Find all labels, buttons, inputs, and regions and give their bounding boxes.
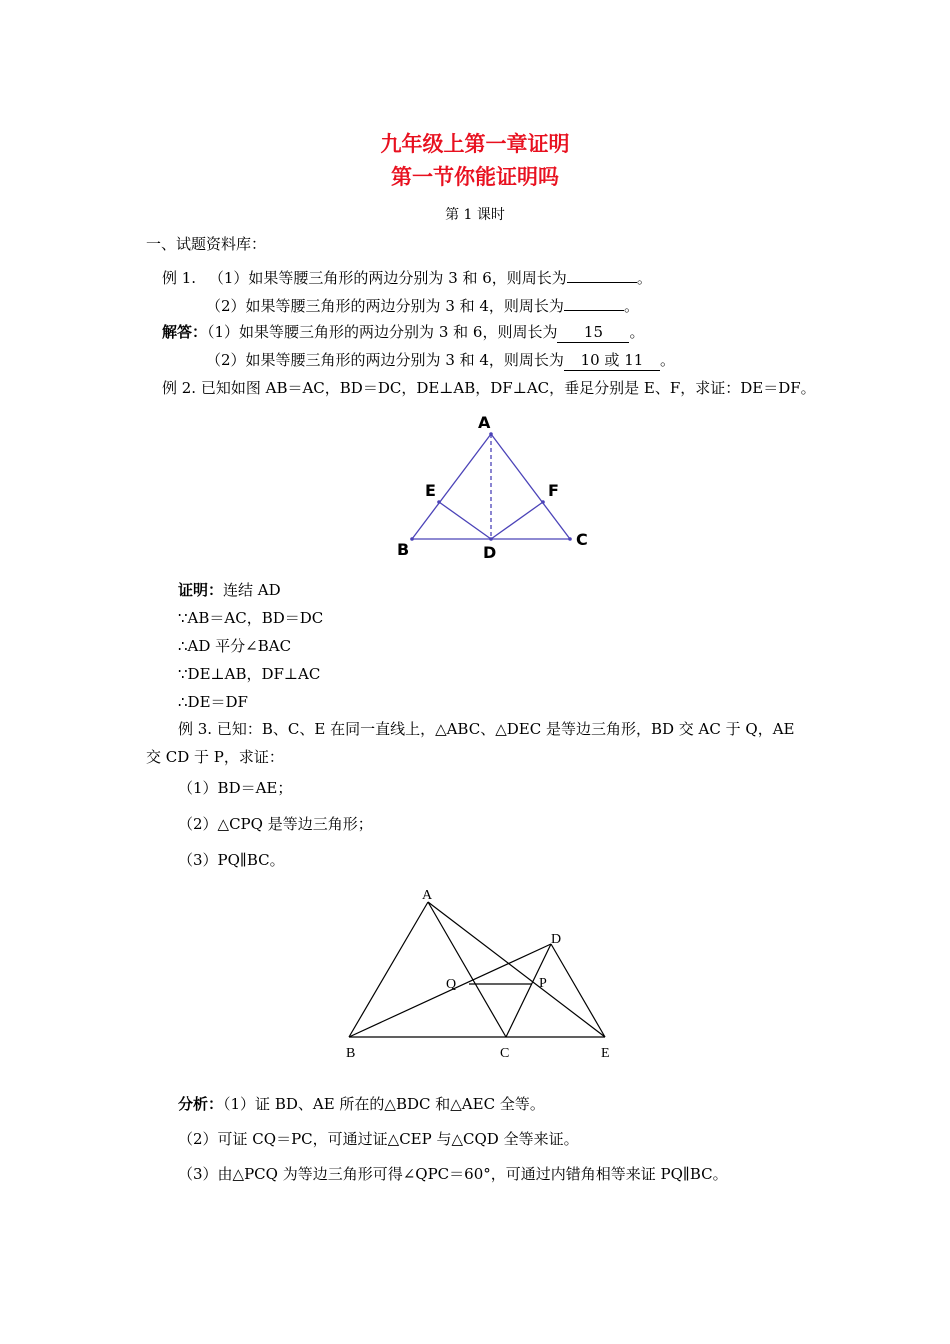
- label-d: D: [483, 543, 497, 562]
- segment-de: [439, 502, 491, 539]
- analysis-line-3: （3）由△PCQ 为等边三角形可得∠QPC＝60°，可通过内错角相等来证 PQ∥BC。: [178, 1165, 728, 1183]
- analysis-text-1: （1）证 BD、AE 所在的△BDC 和△AEC 全等。: [223, 1095, 545, 1113]
- ex3-item-2: （2）△CPQ 是等边三角形；: [178, 815, 373, 833]
- label-e: E: [425, 481, 436, 500]
- proof-line-2: ∵AB＝AC，BD＝DC: [178, 609, 324, 627]
- ex1-a2-value: 10 或 11: [564, 350, 660, 371]
- ex1-a2-end: 。: [659, 351, 675, 369]
- segment-de: [551, 944, 605, 1037]
- ex1-answer1: [162, 322, 644, 343]
- document-title: 九年级上第一章证明: [380, 132, 570, 156]
- ex1-q2-end: 。: [623, 297, 639, 315]
- ex1-q1-end: 。: [636, 269, 652, 287]
- ex1-a1-value: 15: [557, 322, 629, 343]
- segment-ab: [412, 434, 491, 539]
- ex1-a2-text: （2）如果等腰三角形的两边分别为 3 和 4，则周长为: [206, 351, 564, 369]
- label-b: B: [346, 1046, 356, 1061]
- lesson-label: 第 1 课时: [445, 207, 505, 223]
- label-q: Q: [446, 977, 457, 992]
- ex1-q2-blank: [564, 294, 624, 311]
- label-a: A: [478, 413, 491, 432]
- proof-label: 证明：: [178, 581, 224, 599]
- section-heading: 一、试题资料库：: [146, 235, 267, 253]
- label-f: F: [548, 481, 559, 500]
- analysis-label: 分析：: [178, 1095, 224, 1113]
- ex3-statement-2: 交 CD 于 P，求证：: [146, 748, 284, 766]
- label-c: C: [576, 530, 588, 549]
- ex1-a1-end: 。: [629, 323, 645, 341]
- segment-df: [491, 502, 543, 539]
- answer-label: 解答：: [162, 323, 208, 341]
- ex3-figure: [330, 880, 630, 1065]
- ex3-item-3: （3）PQ∥BC。: [178, 851, 285, 869]
- label-b: B: [397, 540, 410, 559]
- label-e: E: [601, 1046, 610, 1061]
- ex1-q2-text: （2）如果等腰三角形的两边分别为 3 和 4，则周长为: [206, 297, 564, 315]
- label-c: C: [500, 1046, 510, 1061]
- proof-line-3: ∴AD 平分∠BAC: [178, 637, 292, 655]
- proof-text-1: 连结 AD: [223, 581, 281, 599]
- segment-ab: [349, 902, 428, 1037]
- ex1-answer2: [206, 350, 675, 371]
- analysis-line-1: [178, 1094, 545, 1114]
- label-p: P: [539, 976, 547, 991]
- ex1-q1: [162, 266, 652, 288]
- ex2-statement: 例 2. 已知如图 AB＝AC，BD＝DC，DE⊥AB，DF⊥AC，垂足分别是 E、F，求证：DE＝DF。: [162, 379, 816, 397]
- proof-line-4: ∵DE⊥AB，DF⊥AC: [178, 665, 321, 683]
- ex2-figure: [390, 408, 600, 568]
- ex1-a1-text: （1）如果等腰三角形的两边分别为 3 和 6，则周长为: [207, 323, 558, 341]
- proof-line-5: ∴DE＝DF: [178, 693, 248, 711]
- ex3-statement-1: 例 3. 已知：B、C、E 在同一直线上，△ABC、△DEC 是等边三角形，BD 交 AC 于 Q，AE: [178, 720, 795, 738]
- ex1-q2: [206, 294, 639, 316]
- segment-ae: [428, 902, 605, 1037]
- label-d: D: [551, 932, 562, 947]
- ex1-q1-text: （1）如果等腰三角形的两边分别为 3 和 6，则周长为: [208, 269, 567, 287]
- label-a: A: [422, 888, 433, 903]
- ex1-label: 例 1.: [162, 269, 197, 287]
- ex3-item-1: （1）BD＝AE；: [178, 779, 293, 797]
- ex1-q1-blank: [567, 266, 637, 283]
- analysis-line-2: （2）可证 CQ＝PC，可通过证△CEP 与△CQD 全等来证。: [178, 1130, 579, 1148]
- proof-line-1: [178, 580, 281, 600]
- section-title: 第一节你能证明吗: [391, 165, 559, 189]
